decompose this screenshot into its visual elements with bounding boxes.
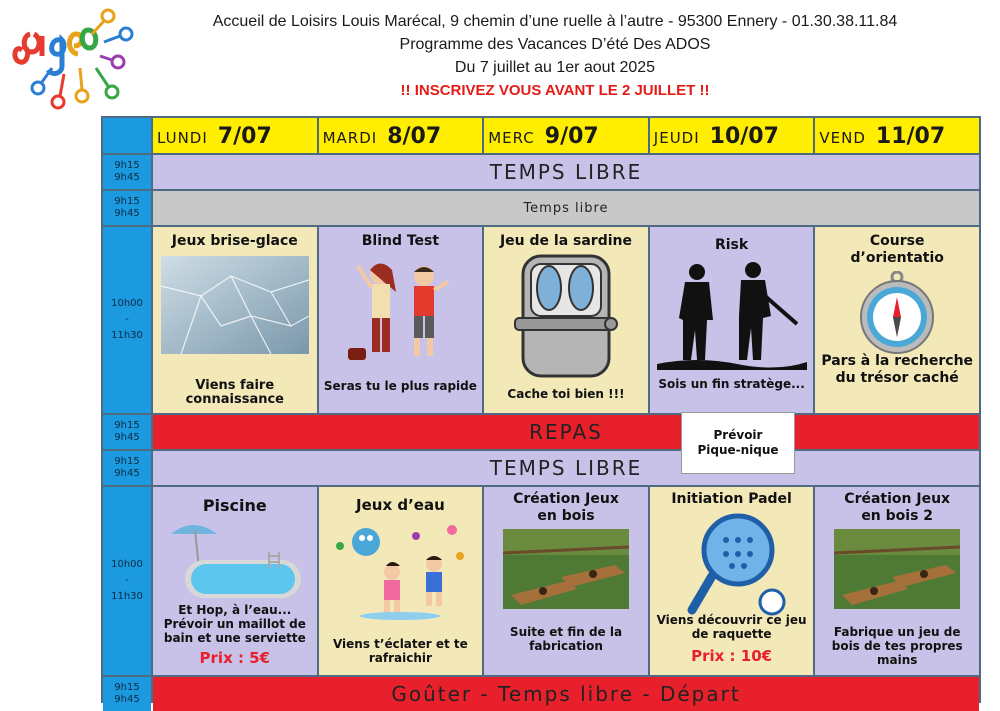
activity-card [650,227,814,413]
activity-title: Création Jeux en bois 2 [844,491,951,524]
sardine-can-image [511,252,621,380]
activity-title: Risk [714,237,749,253]
time-slot [103,155,151,189]
page-header [145,10,965,103]
pool-image [165,516,305,602]
activity-title: Blind Test [361,233,440,249]
ice-image [161,256,309,354]
time-slot [103,227,151,413]
keys-logo-icon [8,4,136,112]
day-date: 9/07 [544,124,599,149]
note-line: Prévoir [713,428,763,442]
activity-desc: Pars à la recherche du trésor caché [821,353,974,386]
time-start: 9h15 [114,420,140,431]
time-start: 10h00 [111,298,143,309]
time-start: 9h15 [114,196,140,207]
day-name: VEND [819,129,866,147]
time-end: 11h30 [111,330,143,341]
activity-card [815,487,979,675]
activity-title: Jeu de la sardine [499,233,632,249]
day-header [484,118,648,153]
time-sep: - [125,314,129,325]
time-start: 9h15 [114,456,140,467]
day-name: MARDI [322,129,378,147]
repas-band: REPAS [153,415,979,449]
activity-desc: Fabrique un jeu de bois de tes propres mains [831,625,963,667]
temps-libre-small-band: Temps libre [153,191,979,225]
activity-desc: Viens découvrir ce jeu de raquette [656,613,807,641]
activity-card [319,487,483,675]
activity-desc: Sois un fin stratège... [658,377,805,391]
time-end: 9h45 [114,694,140,705]
activity-card [650,487,814,675]
activity-card [153,227,317,413]
activity-price: Prix : 5€ [199,649,271,667]
temps-libre-band: TEMPS LIBRE [153,155,979,189]
activity-desc: Cache toi bien !!! [507,387,625,401]
day-header [319,118,483,153]
activity-desc: Viens faire connaissance [185,378,284,407]
cornhole-image [834,529,960,609]
activity-title: Jeux brise-glace [171,233,298,249]
activity-desc: Viens t’éclater et te rafraichir [332,637,468,665]
time-slot [103,487,151,675]
day-date: 7/07 [217,124,272,149]
day-header [815,118,979,153]
activity-card [484,487,648,675]
padel-racket-image [672,510,792,618]
activity-card [319,227,483,413]
day-date: 10/07 [709,124,779,149]
day-date: 11/07 [875,124,946,149]
activity-title: Course d’orientatio [850,233,944,266]
activity-title: Jeux d’eau [356,496,445,514]
note-line: Pique-nique [697,443,779,457]
dancing-kids-image [340,252,460,372]
activity-title: Initiation Padel [671,491,792,507]
time-slot [103,415,151,449]
compass-image [855,271,939,355]
activity-card [153,487,317,675]
date-range: Du 7 juillet au 1er aout 2025 [454,59,656,76]
day-date: 8/07 [387,124,442,149]
activity-card [484,227,648,413]
address-line: Accueil de Loisirs Louis Marécal, 9 chemin d’une ruelle à l’autre - 95300 Ennery - 01.30.38.11.84 [212,13,898,30]
day-header [153,118,317,153]
time-slot [103,191,151,225]
time-start: 10h00 [111,559,143,570]
activity-desc: Et Hop, à l’eau... Prévoir un maillot de bain et une serviette [163,603,306,645]
time-start: 9h15 [114,160,140,171]
time-sep: - [125,575,129,586]
time-end: 11h30 [111,591,143,602]
cornhole-image [503,529,629,609]
time-end: 9h45 [114,432,140,443]
day-name: JEUDI [653,129,700,147]
activity-desc: Suite et fin de la fabrication [509,625,623,653]
time-start: 9h15 [114,682,140,693]
gouter-band: Goûter - Temps libre - Départ [153,677,979,711]
registration-warning: !! INSCRIVEZ VOUS AVANT LE 2 JUILLET !! [400,82,710,99]
table-corner [103,118,151,153]
activity-desc: Seras tu le plus rapide [323,379,477,393]
activity-card [815,227,979,413]
soldiers-silhouette-image [657,260,807,370]
programme-title: Programme des Vacances D’été Des ADOS [399,36,711,53]
time-end: 9h45 [114,208,140,219]
time-end: 9h45 [114,172,140,183]
day-name: MERC [488,129,535,147]
water-balloons-image [330,516,470,622]
schedule-table [101,116,981,706]
day-header [650,118,814,153]
activity-title: Création Jeux en bois [513,491,619,524]
activity-title: Piscine [202,496,267,515]
day-name: LUNDI [157,129,208,147]
activity-price: Prix : 10€ [691,647,773,665]
time-slot [103,451,151,485]
time-end: 9h45 [114,468,140,479]
picnic-note [681,412,795,474]
temps-libre-band-2: TEMPS LIBRE [153,451,979,485]
